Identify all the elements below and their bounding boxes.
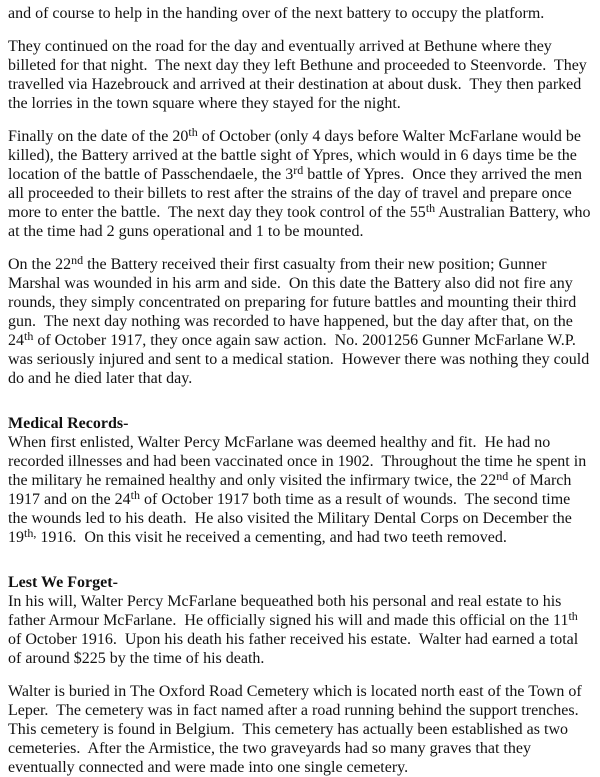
para-medical-history bbox=[8, 433, 592, 547]
text-run: Finally on the date of the 20 bbox=[8, 128, 189, 145]
para-first-casualty bbox=[8, 252, 594, 388]
para-handing-over bbox=[8, 4, 592, 23]
text-run: 1916. On this visit he received a cementing, and had two teeth removed. bbox=[36, 529, 507, 546]
heading-lest-we-forget bbox=[8, 573, 592, 592]
superscript: th bbox=[24, 328, 34, 343]
text-run: the Battery received their first casualty from their new position; Gunner Marshal was wounded in his arm and side. On this date the Battery also did not fire any rounds, they simply concentrated on preparing for future battles and mounting their third gun. The next day nothing was recorded to have happened, but the day after that, on the 24 bbox=[8, 256, 581, 349]
text-run: Medical Records- bbox=[8, 415, 129, 432]
text-run: Lest We Forget- bbox=[8, 574, 118, 591]
superscript: th, bbox=[24, 525, 37, 540]
superscript: th bbox=[568, 608, 578, 623]
superscript: rd bbox=[293, 162, 304, 177]
superscript: th bbox=[425, 200, 436, 215]
text-run: of October (only 4 days before Walter McFarlane would be killed), the Battery arrived at the battle sight of Ypres, which would in 6 days time be the location of the battle of Passchendaele, the 3 bbox=[8, 128, 585, 183]
text-run: In his will, Walter Percy McFarlane bequeathed both his personal and real estate to his father Armour McFarlane. He officially signed his will and made this official on the 11 bbox=[8, 593, 569, 629]
text-run: of March 1917 and on the 24 bbox=[8, 472, 576, 508]
document-body bbox=[8, 4, 595, 777]
text-run: When first enlisted, Walter Percy McFarlane was deemed healthy and fit. He had no recorded illnesses and had been vaccinated once in 1902. Throughout the time he spent in the military he remained healthy and only visited the infirmary twice, the 22 bbox=[8, 434, 591, 489]
text-run: On the 22 bbox=[8, 256, 72, 273]
text-run: of October 1917, they once again saw action. No. 2001256 Gunner McFarlane W.P. was seriously injured and sent to a medical station. However there was nothing they could do and he died later that day. bbox=[8, 332, 594, 387]
superscript: th bbox=[188, 124, 198, 139]
para-oxford-road-cemetery bbox=[8, 682, 592, 777]
superscript: th bbox=[130, 487, 140, 502]
text-run: Australian Battery, who at the time had 2 guns operational and 1 to be mounted. bbox=[8, 204, 595, 240]
heading-medical-records bbox=[8, 414, 592, 433]
para-will-estate bbox=[8, 592, 592, 668]
text-run: of October 1916. Upon his death his father received his estate. Walter had earned a total of around $225 by the time of his death. bbox=[8, 612, 583, 667]
para-travel-bethune-steenvorde bbox=[8, 37, 592, 113]
para-ypres-arrival bbox=[8, 124, 595, 241]
text-run: and of course to help in the handing over of the next battery to occupy the platform. bbox=[8, 5, 545, 22]
text-run: Walter is buried in The Oxford Road Cemetery which is located north east of the Town of Leper. The cemetery was in fact named after a road running behind the support trenches. This cemetery is found in Belgium. This cemetery has actually been established as two cemeteries. After the Armistice, the two graveyards had so many graves that they eventually connected and were made into one single cemetery. bbox=[8, 683, 587, 776]
superscript: nd bbox=[71, 252, 84, 267]
text-run: of October 1917 both time as a result of wounds. The second time the wounds led to his death. He also visited the Military Dental Corps on December the 19 bbox=[8, 491, 576, 546]
text-run: They continued on the road for the day and eventually arrived at Bethune where they billeted for that night. The next day they left Bethune and proceeded to Steenvorde. They travelled via Hazebrouck and arrived at their destination at about dusk. They then parked the lorries in the town square where they stayed for the night. bbox=[8, 38, 591, 112]
text-run: battle of Ypres. Once they arrived the men all proceeded to their billets to rest after the strains of the day of travel and prepare once more to enter the battle. The next day they took control of the 55 bbox=[8, 166, 586, 221]
superscript: nd bbox=[496, 468, 509, 483]
